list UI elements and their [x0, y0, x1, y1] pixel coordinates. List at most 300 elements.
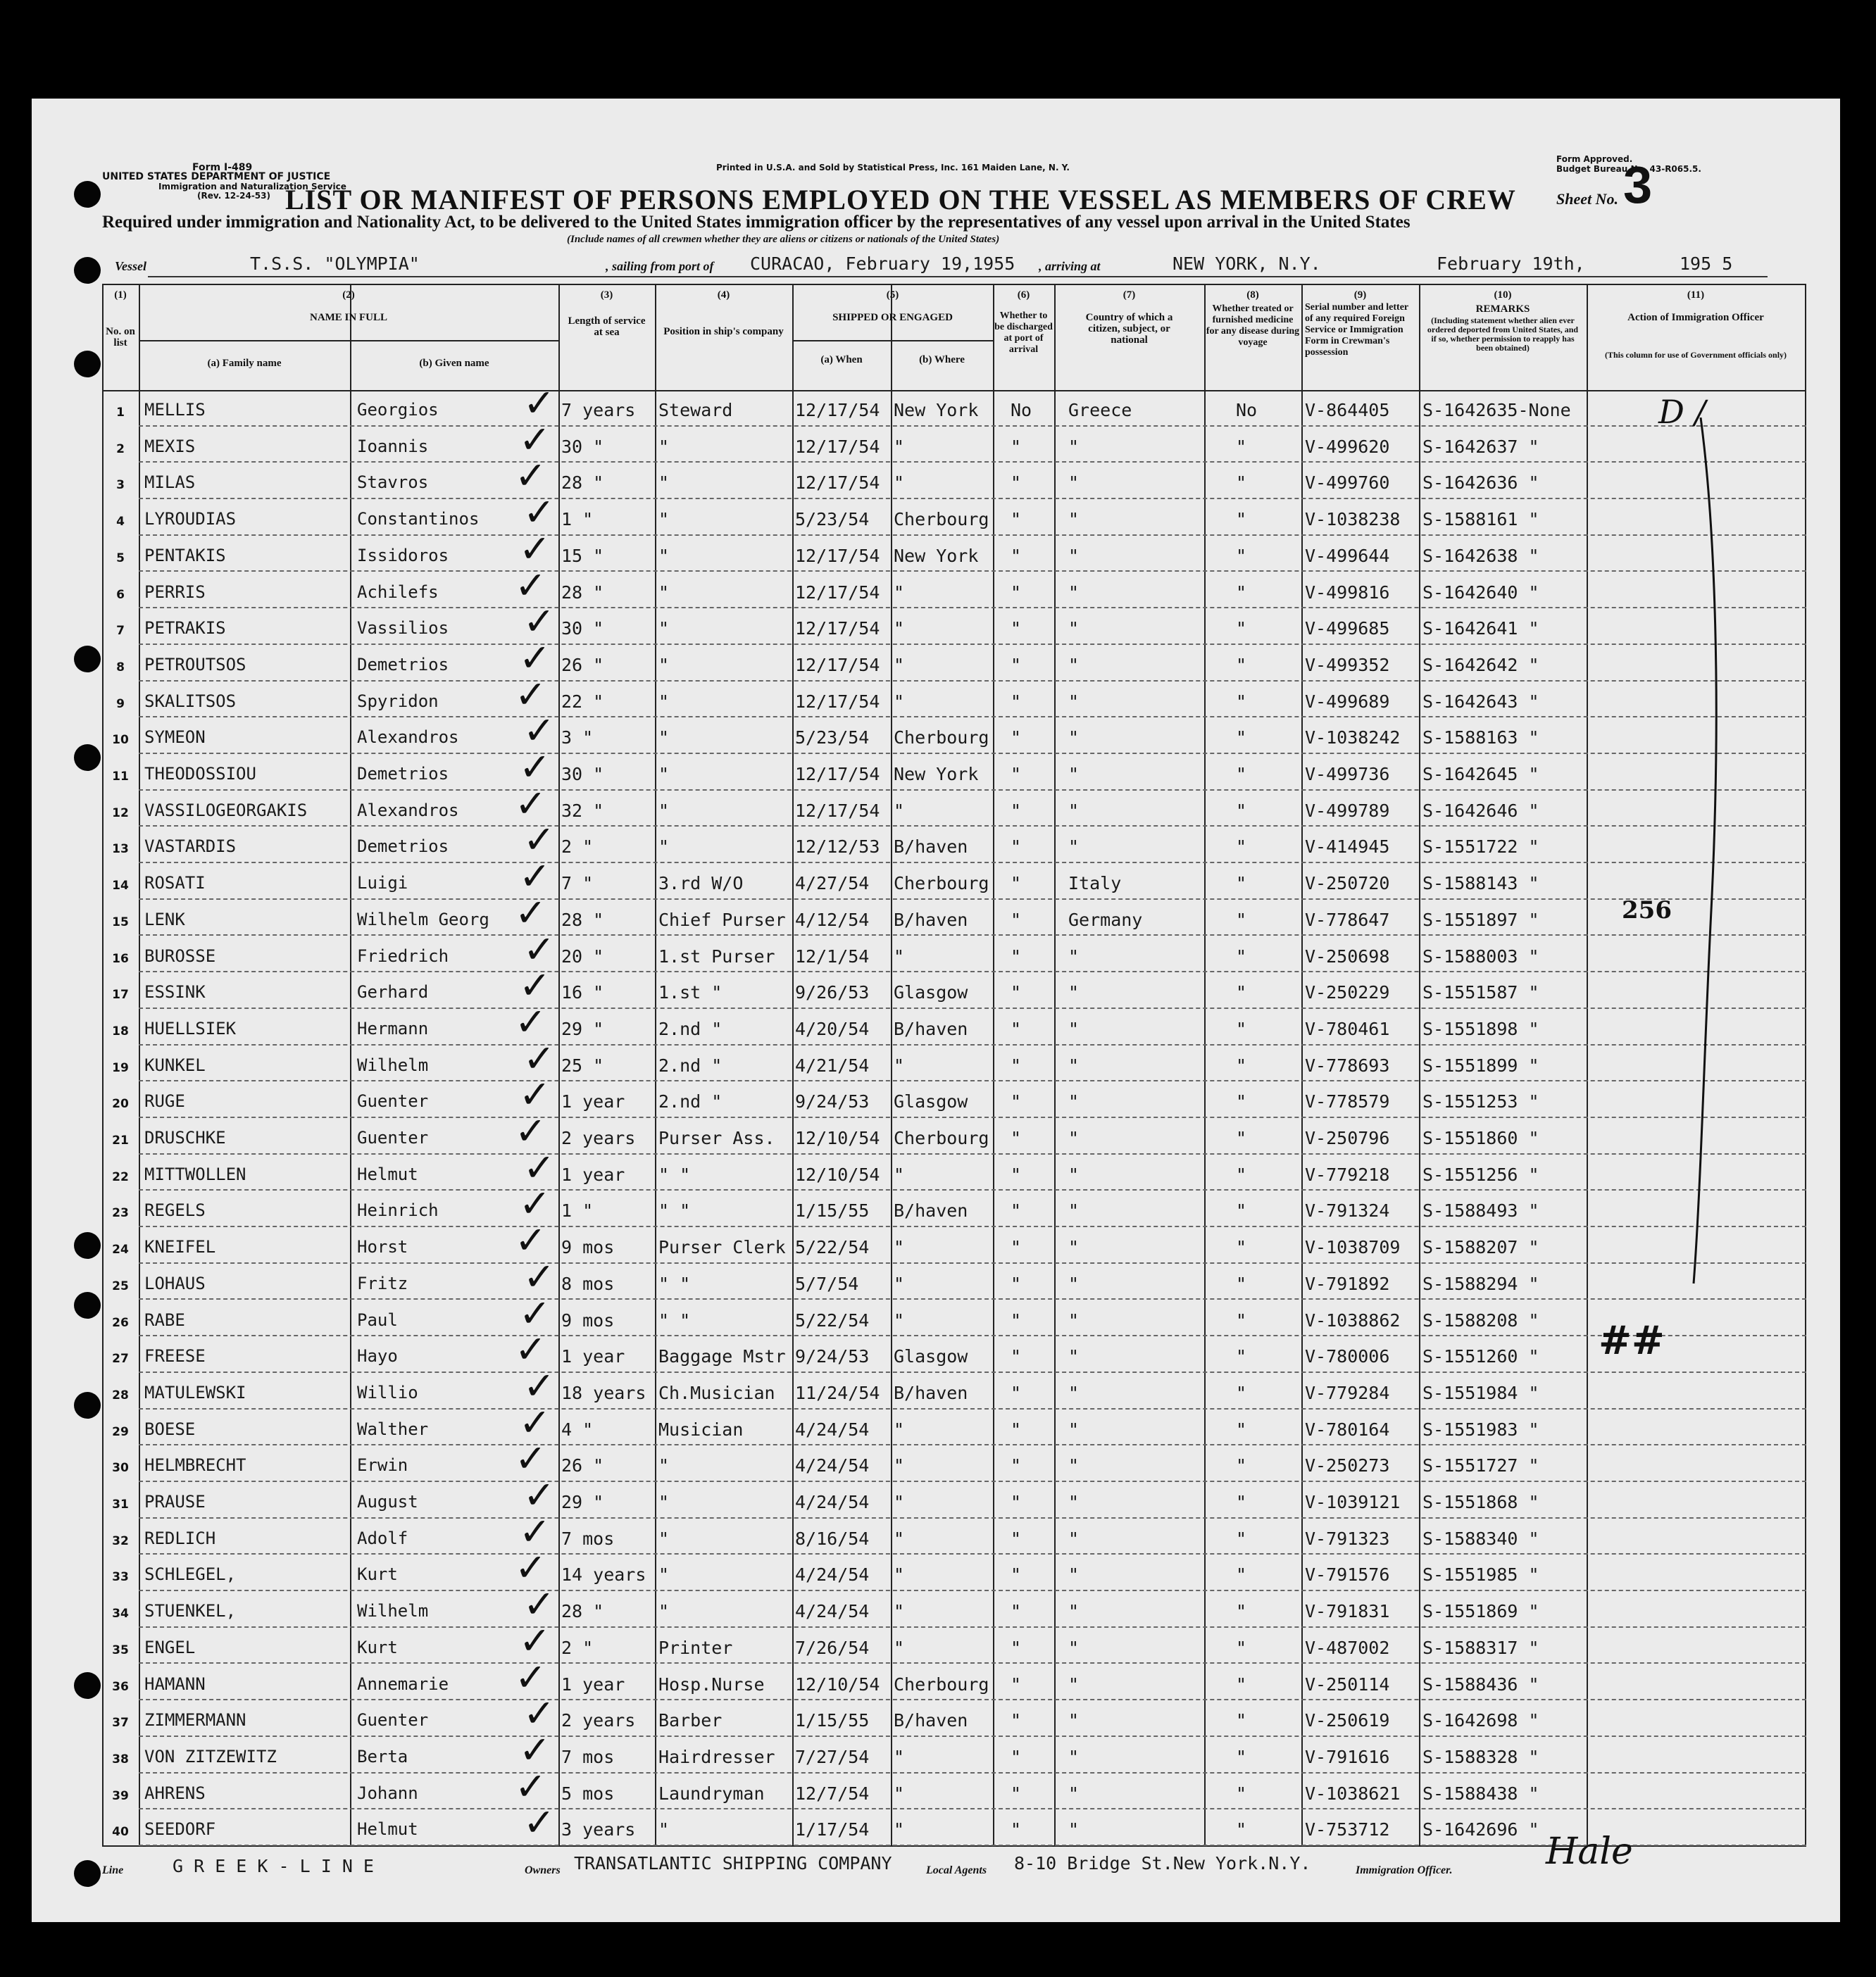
country-cell: "	[1068, 1310, 1080, 1331]
country-cell: "	[1068, 836, 1080, 858]
remarks-cell: S-1588161 "	[1422, 509, 1539, 530]
remarks-cell: S-1588207 "	[1422, 1237, 1539, 1258]
row-number: 6	[116, 587, 125, 602]
table-row	[102, 781, 1806, 827]
shipped-when-cell: 12/17/54	[795, 618, 880, 639]
discharge-cell: "	[1011, 764, 1022, 784]
length-of-service-cell: 9 mos	[561, 1237, 615, 1258]
medicine-cell: "	[1236, 1237, 1247, 1258]
discharge-cell: "	[1011, 1419, 1022, 1440]
family-name-cell: LENK	[144, 909, 185, 929]
remarks-cell: S-1551899 "	[1422, 1055, 1539, 1076]
serial-number-cell: V-791831	[1305, 1601, 1390, 1622]
shipped-where-cell: "	[894, 1746, 905, 1767]
row1-officer-mark: D /	[1658, 393, 1706, 431]
medicine-cell: "	[1236, 1492, 1247, 1512]
discharge-cell: "	[1011, 1674, 1022, 1695]
department-name: UNITED STATES DEPARTMENT OF JUSTICE	[102, 171, 331, 182]
discharge-cell: "	[1011, 1819, 1022, 1840]
col10-header: REMARKS	[1475, 303, 1530, 315]
discharge-cell: "	[1011, 727, 1022, 748]
sheet-number: 3	[1623, 156, 1653, 214]
binder-hole	[74, 1292, 101, 1319]
table-row	[102, 1036, 1806, 1082]
family-name-cell: ESSINK	[144, 982, 206, 1003]
shipped-when-cell: 5/7/54	[795, 1273, 859, 1294]
check-mark-icon: ✓	[523, 927, 556, 972]
length-of-service-cell: 32 "	[561, 800, 604, 821]
check-mark-icon: ✓	[523, 1145, 556, 1190]
position-cell: "	[658, 436, 670, 457]
shipped-when-cell: 12/7/54	[795, 1783, 870, 1804]
row-number: 35	[112, 1643, 129, 1657]
given-name-cell: Friedrich	[357, 946, 449, 966]
crew-table	[102, 284, 1806, 1847]
table-row	[102, 1509, 1806, 1555]
country-cell: "	[1068, 800, 1080, 821]
country-cell: "	[1068, 618, 1080, 639]
row-number: 36	[112, 1679, 129, 1694]
family-name-cell: THEODOSSIOU	[144, 764, 256, 784]
row-number: 23	[112, 1206, 129, 1221]
medicine-cell: "	[1236, 946, 1247, 967]
discharge-cell: "	[1011, 654, 1022, 675]
shipped-where-cell: "	[894, 1455, 905, 1476]
row-number: 33	[112, 1570, 129, 1585]
col6-number: (6)	[1017, 289, 1030, 301]
medicine-cell: "	[1236, 1637, 1247, 1658]
table-row	[102, 1181, 1806, 1227]
remarks-cell: S-1588438 "	[1422, 1783, 1539, 1804]
table-row	[102, 490, 1806, 536]
position-cell: " "	[658, 1164, 691, 1185]
country-cell: "	[1068, 436, 1080, 457]
length-of-service-cell: 29 "	[561, 1018, 604, 1039]
length-of-service-cell: 28 "	[561, 909, 604, 930]
position-cell: Laundryman	[658, 1783, 765, 1804]
voyage-underline	[148, 276, 1768, 277]
binder-hole	[74, 1860, 101, 1887]
shipped-when-cell: 12/17/54	[795, 582, 880, 603]
shipped-when-cell: 12/10/54	[795, 1674, 880, 1695]
length-of-service-cell: 4 "	[561, 1419, 594, 1440]
family-name-cell: VASSILOGEORGAKIS	[144, 800, 308, 820]
row-number: 10	[112, 733, 129, 748]
shipped-where-cell: New York	[894, 400, 979, 420]
family-name-cell: PETRAKIS	[144, 618, 226, 639]
serial-number-cell: V-250796	[1305, 1128, 1390, 1148]
shipped-where-cell: B/haven	[894, 1018, 968, 1039]
family-name-cell: STUENKEL,	[144, 1601, 237, 1621]
remarks-cell: S-1588340 "	[1422, 1528, 1539, 1549]
shipped-when-cell: 12/17/54	[795, 472, 880, 494]
family-name-cell: DRUSCHKE	[144, 1128, 226, 1148]
given-name-cell: Wilhelm Georg	[357, 909, 489, 929]
shipped-where-cell: "	[894, 1819, 905, 1840]
row-number: 31	[112, 1498, 129, 1512]
length-of-service-cell: 26 "	[561, 1455, 604, 1476]
shipped-where-cell: "	[894, 472, 905, 494]
length-of-service-cell: 7 "	[561, 873, 594, 894]
remarks-cell: S-1588328 "	[1422, 1746, 1539, 1767]
serial-number-cell: V-864405	[1305, 400, 1390, 420]
medicine-cell: "	[1236, 654, 1247, 675]
position-cell: 3.rd W/O	[658, 873, 744, 894]
length-of-service-cell: 2 years	[561, 1128, 636, 1148]
sailing-label: , sailing from port of	[606, 259, 714, 273]
row-number: 25	[112, 1279, 129, 1293]
given-name-cell: Paul	[357, 1310, 398, 1330]
medicine-cell: "	[1236, 873, 1247, 894]
officer-bracket-line	[1672, 418, 1729, 1291]
position-cell: "	[658, 472, 670, 494]
form-number: Form I-489	[192, 162, 253, 173]
medicine-cell: "	[1236, 1164, 1247, 1185]
medicine-cell: "	[1236, 618, 1247, 639]
medicine-cell: "	[1236, 436, 1247, 457]
check-mark-icon: ✓	[515, 1545, 547, 1590]
position-cell: "	[658, 654, 670, 675]
family-name-cell: KUNKEL	[144, 1055, 206, 1075]
col8-header: Whether treated or furnished medicine for any disease during voyage	[1206, 303, 1300, 348]
check-mark-icon: ✓	[515, 890, 547, 935]
check-mark-icon: ✓	[519, 854, 551, 899]
country-cell: "	[1068, 1637, 1080, 1658]
shipped-when-cell: 4/24/54	[795, 1601, 870, 1622]
position-cell: 2.nd "	[658, 1055, 723, 1076]
given-name-cell: Walther	[357, 1419, 429, 1439]
family-name-cell: SKALITSOS	[144, 691, 237, 711]
table-row	[102, 381, 1806, 427]
remarks-cell: S-1551984 "	[1422, 1382, 1539, 1403]
discharge-cell: "	[1011, 436, 1022, 457]
position-cell: Barber	[658, 1710, 723, 1731]
col10-number: (10)	[1494, 289, 1512, 301]
given-name-cell: Luigi	[357, 873, 408, 893]
shipped-when-cell: 4/24/54	[795, 1455, 870, 1476]
length-of-service-cell: 3 years	[561, 1819, 636, 1840]
given-name-cell: Spyridon	[357, 691, 439, 711]
binder-hole	[74, 257, 101, 284]
row-number: 26	[112, 1315, 129, 1330]
shipped-where-cell: "	[894, 1637, 905, 1658]
row-number: 16	[112, 951, 129, 966]
remarks-cell: S-1642643 "	[1422, 691, 1539, 712]
col9-header: Serial number and letter of any required Foreign Service or Immigration Form in Crewman's possession	[1305, 302, 1408, 358]
row-number: 32	[112, 1533, 129, 1548]
row-number: 39	[112, 1788, 129, 1803]
shipped-when-cell: 12/17/54	[795, 800, 880, 821]
col7-header: Country of which a citizen, subject, or national	[1085, 312, 1173, 346]
shipped-where-cell: Cherbourg	[894, 727, 989, 748]
remarks-cell: S-1551587 "	[1422, 982, 1539, 1003]
country-cell: "	[1068, 1237, 1080, 1258]
table-row	[102, 854, 1806, 900]
shipped-where-cell: Cherbourg	[894, 873, 989, 894]
discharge-cell: "	[1011, 1564, 1022, 1586]
family-name-cell: VON ZITZEWITZ	[144, 1746, 277, 1766]
country-cell: "	[1068, 982, 1080, 1003]
table-row	[102, 1764, 1806, 1810]
remarks-cell: S-1642635-None	[1422, 400, 1571, 420]
medicine-cell: "	[1236, 1346, 1247, 1367]
table-row	[102, 635, 1806, 682]
medicine-cell: "	[1236, 1091, 1247, 1112]
medicine-cell: "	[1236, 1055, 1247, 1076]
length-of-service-cell: 3 "	[561, 727, 594, 748]
length-of-service-cell: 2 years	[561, 1710, 636, 1731]
check-mark-icon: ✓	[519, 635, 551, 680]
col5-header: SHIPPED OR ENGAGED	[832, 312, 953, 323]
shipped-when-cell: 12/1/54	[795, 946, 870, 967]
shipped-where-cell: "	[894, 1492, 905, 1512]
remarks-cell: S-1642698 "	[1422, 1710, 1539, 1731]
table-row	[102, 708, 1806, 754]
shipped-when-cell: 4/21/54	[795, 1055, 870, 1076]
shipped-where-cell: Cherbourg	[894, 509, 989, 530]
table-row	[102, 563, 1806, 609]
family-name-cell: MATULEWSKI	[144, 1382, 246, 1402]
length-of-service-cell: 26 "	[561, 654, 604, 675]
table-row	[102, 817, 1806, 863]
agents-label: Local Agents	[926, 1864, 987, 1876]
row-number: 1	[116, 406, 125, 420]
position-cell: "	[658, 1492, 670, 1512]
family-name-cell: ZIMMERMANN	[144, 1710, 246, 1731]
position-cell: Ch.Musician	[658, 1382, 775, 1403]
medicine-cell: "	[1236, 1128, 1247, 1148]
row-number: 28	[112, 1388, 129, 1402]
medicine-cell: "	[1236, 836, 1247, 858]
serial-number-cell: V-779284	[1305, 1382, 1390, 1403]
arrival-date: February 19th,	[1437, 253, 1585, 274]
shipped-when-cell: 4/12/54	[795, 909, 870, 930]
discharge-cell: "	[1011, 1018, 1022, 1039]
medicine-cell: "	[1236, 1273, 1247, 1294]
family-name-cell: MILAS	[144, 472, 196, 493]
row-number: 27	[112, 1352, 129, 1367]
row-number: 12	[112, 805, 129, 820]
arriving-label: , arriving at	[1039, 259, 1101, 273]
col9-number: (9)	[1353, 289, 1367, 301]
medicine-cell: "	[1236, 1455, 1247, 1476]
given-name-cell: Demetrios	[357, 764, 449, 784]
remarks-cell: S-1588317 "	[1422, 1637, 1539, 1658]
discharge-cell: "	[1011, 1382, 1022, 1403]
given-name-cell: Guenter	[357, 1091, 429, 1112]
length-of-service-cell: 7 years	[561, 400, 636, 420]
country-cell: "	[1068, 1674, 1080, 1695]
remarks-cell: S-1588493 "	[1422, 1200, 1539, 1222]
given-name-cell: Hermann	[357, 1018, 429, 1038]
serial-number-cell: V-1038242	[1305, 727, 1401, 748]
table-row	[102, 599, 1806, 645]
check-mark-icon: ✓	[519, 1291, 551, 1336]
remarks-cell: S-1551256 "	[1422, 1164, 1539, 1185]
row-number: 7	[116, 624, 125, 639]
medicine-cell: "	[1236, 1674, 1247, 1695]
given-name-cell: Issidoros	[357, 545, 449, 565]
length-of-service-cell: 29 "	[561, 1492, 604, 1512]
length-of-service-cell: 28 "	[561, 1601, 604, 1622]
table-row	[102, 1327, 1806, 1373]
country-cell: "	[1068, 727, 1080, 748]
table-row	[102, 1145, 1806, 1191]
serial-number-cell: V-250273	[1305, 1455, 1390, 1476]
row-number: 13	[112, 842, 129, 857]
family-name-cell: ENGEL	[144, 1637, 196, 1657]
medicine-cell: "	[1236, 1382, 1247, 1403]
owners-name: TRANSATLANTIC SHIPPING COMPANY	[574, 1853, 892, 1874]
serial-number-cell: V-791892	[1305, 1273, 1390, 1294]
col10-subheader: (Including statement whether alien ever ordered deported from United States, and if so, whether permission to reapply has been obtained)	[1427, 315, 1579, 353]
medicine-cell: "	[1236, 509, 1247, 530]
position-cell: "	[658, 727, 670, 748]
check-mark-icon: ✓	[519, 1509, 551, 1554]
position-cell: 2.nd "	[658, 1091, 723, 1112]
family-name-cell: REDLICH	[144, 1528, 216, 1548]
length-of-service-cell: 28 "	[561, 472, 604, 494]
position-cell: "	[658, 1528, 670, 1549]
col8-number: (8)	[1246, 289, 1259, 301]
medicine-cell: "	[1236, 1564, 1247, 1586]
sailing-port: CURACAO, February 19,1955	[750, 253, 1015, 274]
remarks-cell: S-1642642 "	[1422, 654, 1539, 675]
given-name-cell: Fritz	[357, 1273, 408, 1293]
remarks-cell: S-1551727 "	[1422, 1455, 1539, 1476]
position-cell: "	[658, 836, 670, 858]
remarks-cell: S-1588208 "	[1422, 1310, 1539, 1331]
serial-number-cell: V-780164	[1305, 1419, 1390, 1440]
given-name-cell: Stavros	[357, 472, 429, 493]
country-cell: "	[1068, 654, 1080, 675]
medicine-cell: "	[1236, 472, 1247, 494]
length-of-service-cell: 1 "	[561, 1200, 594, 1222]
country-cell: "	[1068, 1528, 1080, 1549]
check-mark-icon: ✓	[519, 1072, 551, 1117]
length-of-service-cell: 20 "	[561, 946, 604, 967]
discharge-cell: "	[1011, 582, 1022, 603]
shipped-when-cell: 12/17/54	[795, 764, 880, 784]
country-cell: "	[1068, 1564, 1080, 1586]
table-row	[102, 1618, 1806, 1664]
manifest-instruction: (Include names of all crewmen whether they are aliens or citizens or nationals of the United States)	[567, 234, 1000, 245]
family-name-cell: BOESE	[144, 1419, 196, 1439]
remarks-cell: S-1642696 "	[1422, 1819, 1539, 1840]
arriving-port: NEW YORK, N.Y.	[1172, 253, 1321, 274]
position-cell: Hosp.Nurse	[658, 1674, 765, 1695]
family-name-cell: HAMANN	[144, 1674, 206, 1694]
length-of-service-cell: 7 mos	[561, 1528, 615, 1549]
remarks-cell: S-1588003 "	[1422, 946, 1539, 967]
binder-hole	[74, 181, 101, 208]
country-cell: Italy	[1068, 873, 1122, 894]
check-mark-icon: ✓	[515, 1218, 547, 1263]
check-mark-icon: ✓	[519, 1618, 551, 1663]
shipped-when-cell: 4/24/54	[795, 1492, 870, 1512]
shipped-where-cell: Glasgow	[894, 1091, 968, 1112]
row-number: 15	[112, 915, 129, 929]
serial-number-cell: V-499620	[1305, 436, 1390, 457]
shipped-when-cell: 12/17/54	[795, 691, 880, 712]
shipped-where-cell: "	[894, 691, 905, 712]
given-name-cell: Johann	[357, 1783, 418, 1803]
binder-hole	[74, 351, 101, 377]
country-cell: "	[1068, 1710, 1080, 1731]
country-cell: "	[1068, 545, 1080, 566]
discharge-cell: "	[1011, 1746, 1022, 1767]
discharge-cell: "	[1011, 1601, 1022, 1622]
medicine-cell: "	[1236, 545, 1247, 566]
shipped-where-cell: B/haven	[894, 1200, 968, 1222]
check-mark-icon: ✓	[523, 1800, 556, 1845]
medicine-cell: "	[1236, 909, 1247, 930]
country-cell: "	[1068, 1128, 1080, 1148]
shipped-where-cell: "	[894, 654, 905, 675]
manifest-title: LIST OR MANIFEST OF PERSONS EMPLOYED ON THE VESSEL AS MEMBERS OF CREW	[285, 184, 1516, 215]
agents-address: 8-10 Bridge St.New York.N.Y.	[1014, 1853, 1311, 1874]
position-cell: "	[658, 509, 670, 530]
shipped-where-cell: "	[894, 1564, 905, 1586]
serial-number-cell: V-791616	[1305, 1746, 1390, 1767]
serial-number-cell: V-1038709	[1305, 1237, 1401, 1258]
row24-officer-mark: ##	[1599, 1317, 1665, 1364]
shipped-where-cell: Cherbourg	[894, 1674, 989, 1695]
shipped-when-cell: 9/24/53	[795, 1346, 870, 1367]
discharge-cell: "	[1011, 1091, 1022, 1112]
check-mark-icon: ✓	[515, 453, 547, 498]
discharge-cell: "	[1011, 1273, 1022, 1294]
country-cell: "	[1068, 1055, 1080, 1076]
length-of-service-cell: 1 year	[561, 1164, 625, 1185]
serial-number-cell: V-414945	[1305, 836, 1390, 858]
serial-number-cell: V-499760	[1305, 472, 1390, 494]
discharge-cell: "	[1011, 509, 1022, 530]
discharge-cell: "	[1011, 1055, 1022, 1076]
given-name-cell: Demetrios	[357, 836, 449, 857]
position-cell: "	[658, 800, 670, 821]
length-of-service-cell: 16 "	[561, 982, 604, 1003]
col11-header: Action of Immigration Officer	[1627, 312, 1764, 323]
arrival-year: 195 5	[1680, 253, 1733, 274]
row-number: 38	[112, 1752, 129, 1766]
given-name-cell: Demetrios	[357, 654, 449, 674]
check-mark-icon: ✓	[523, 1254, 556, 1299]
col5b-header: (b) Where	[919, 354, 965, 365]
row-number: 11	[112, 770, 129, 784]
length-of-service-cell: 7 mos	[561, 1746, 615, 1767]
row-number: 3	[116, 478, 125, 493]
manifest-sheet	[32, 99, 1840, 1922]
check-mark-icon: ✓	[523, 1691, 556, 1736]
remarks-cell: S-1551260 "	[1422, 1346, 1539, 1367]
country-cell: "	[1068, 1819, 1080, 1840]
officer-label: Immigration Officer.	[1356, 1864, 1453, 1876]
medicine-cell: "	[1236, 1310, 1247, 1331]
country-cell: "	[1068, 1492, 1080, 1512]
given-name-cell: Wilhelm	[357, 1601, 429, 1621]
given-name-cell: Heinrich	[357, 1200, 439, 1221]
check-mark-icon: ✓	[523, 599, 556, 644]
row-number: 5	[116, 551, 125, 565]
shipped-where-cell: New York	[894, 545, 979, 566]
remarks-cell: S-1588436 "	[1422, 1674, 1539, 1695]
row-number: 9	[116, 696, 125, 711]
given-name-cell: August	[357, 1492, 418, 1512]
row12-officer-number: 256	[1622, 896, 1672, 924]
country-cell: "	[1068, 1783, 1080, 1804]
table-row	[102, 1072, 1806, 1118]
